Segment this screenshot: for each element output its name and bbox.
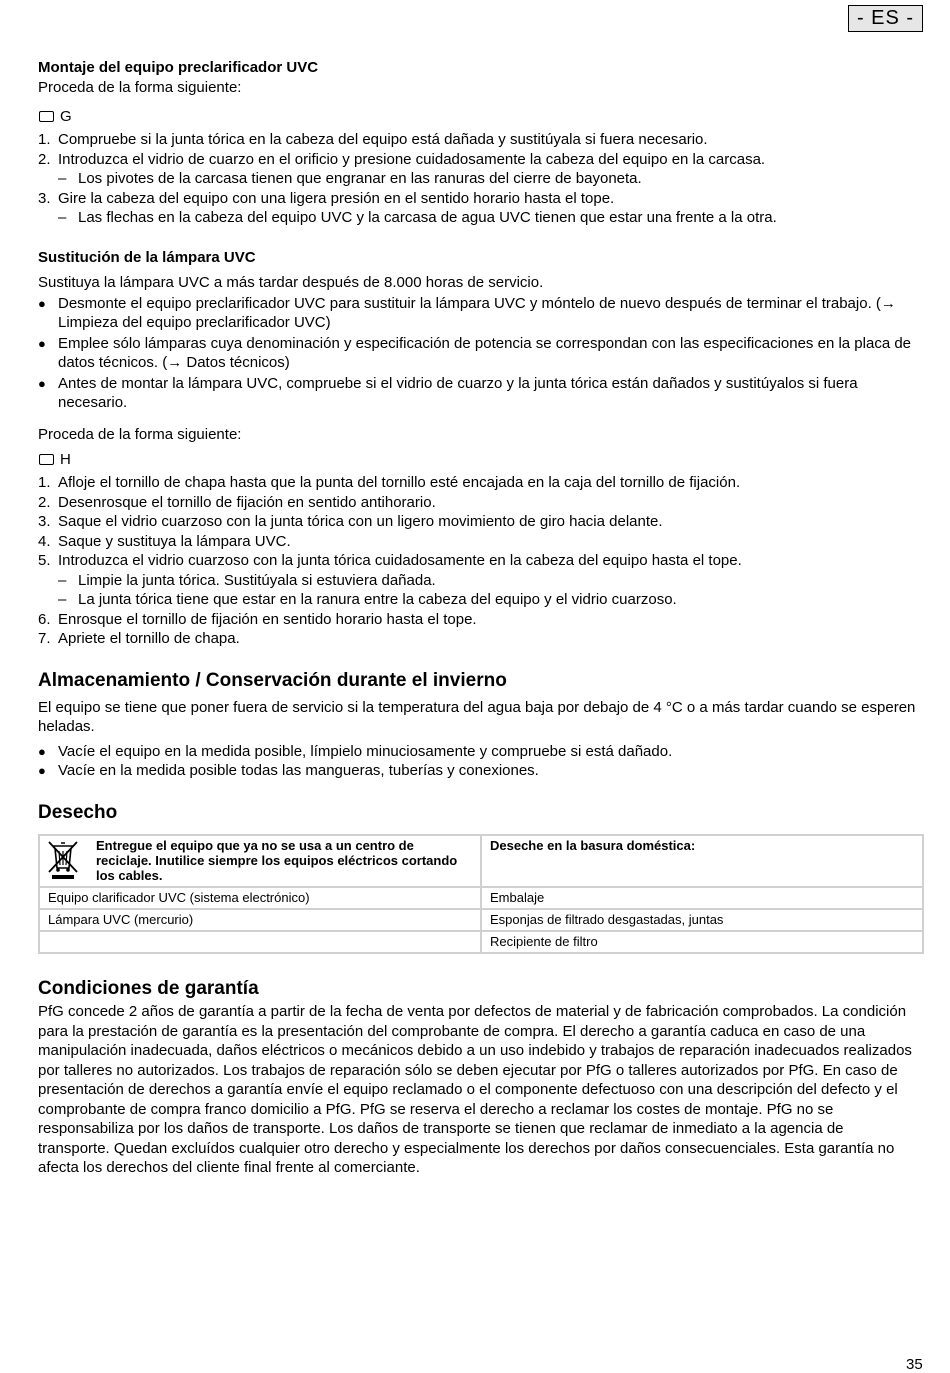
warranty-section <box>38 977 916 1178</box>
section-title-disposal: Desecho <box>38 801 118 823</box>
list-item: ● Emplee sólo lámparas cuya denominación y especificación de potencia se correspondan con las especificaciones en la placa de datos técnicos. (→ Datos técnicos) <box>38 334 912 371</box>
sub-item: – La junta tórica tiene que estar en la ranura entre la cabeza del equipo y el vidrio cuarzoso. <box>58 591 677 608</box>
list-item: 5. Introduzca el vidrio cuarzoso con la junta tórica cuidadosamente en la cabeza del equipo hasta el tope. <box>38 552 742 569</box>
section-title-warranty: Condiciones de garantía <box>38 978 259 999</box>
figure-ref-h <box>38 450 916 469</box>
table-cell: Lámpara UVC (mercurio) <box>39 909 481 931</box>
list-item: 4. Saque y sustituya la lámpara UVC. <box>38 532 291 550</box>
page-content <box>38 58 916 825</box>
table-row <box>39 835 923 887</box>
warranty-text: PfG concede 2 años de garantía a partir de la fecha de venta por defectos de material y de fabricación comprobados. La condición para la prestación de garantía es la presentación del comprobante de compra. El derecho a garantía caduca en caso de una manipulación inadecuada, daños eléctricos o mecánicos debido a un uso indebido y trabajos de reparación inadecuados realizados por talleres no autorizados. Los trabajos de reparación sólo se deben ejecutar por PfG o talleres autorizados por PfG. En caso de presentación de derechos a garantía envíe el equipo reclamado o el componente defectuoso con una descripción del defecto y el comprobante de compra franco domicilio a PfG. PfG se reserva el derecho a reclamar los costes de montaje. PfG no se responsabiliza por los daños de transporte. Los daños de transporte se tienen que reclamar de inmediato a la agencia de transporte. Quedan excluídos cualquier otro derecho y especialmente los derechos por daños consecuenciales. Esta garantía no afecta los derechos del cliente final frente al comerciante. <box>38 1003 912 1176</box>
list-item: 1. Compruebe si la junta tórica en la cabeza del equipo está dañada y sustitúyala si fuera necesario. <box>38 131 708 148</box>
list-item: ● Antes de montar la lámpara UVC, compruebe si el vidrio de cuarzo y la junta tórica están dañados y sustitúyalos si fuera necesario. <box>38 374 858 411</box>
disposal-recycle-header: Entregue el equipo que ya no se usa a un centro de reciclaje. Inutilice siempre los equipos eléctricos cortando los cables. <box>96 838 458 883</box>
table-row <box>39 887 923 909</box>
lamp-steps <box>38 473 916 649</box>
list-item: 1. Afloje el tornillo de chapa hasta que la punta del tornillo esté encajada en la caja del tornillo de fijación. <box>38 474 741 491</box>
list-item: ● Desmonte el equipo preclarificador UVC para sustituir la lámpara UVC y móntelo de nuevo después de terminar el trabajo. (→ Limpieza del equipo preclarificador UVC) <box>38 294 896 331</box>
lamp-intro: Sustituya la lámpara UVC a más tardar después de 8.000 horas de servicio. <box>38 274 544 291</box>
table-cell <box>39 835 481 887</box>
figure-icon <box>39 454 54 465</box>
list-item: 2. Desenrosque el tornillo de fijación en sentido antihorario. <box>38 493 436 511</box>
sub-item: – Las flechas en la cabeza del equipo UVC y la carcasa de agua UVC tienen que estar una frente a la otra. <box>58 209 777 226</box>
table-cell: Recipiente de filtro <box>481 931 923 953</box>
table-row <box>39 931 923 953</box>
table-cell: Esponjas de filtrado desgastadas, juntas <box>481 909 923 931</box>
list-item: 3. Gire la cabeza del equipo con una ligera presión en el sentido horario hasta el tope. <box>38 189 615 207</box>
figure-label: H <box>60 450 71 468</box>
section-title-mounting: Montaje del equipo preclarificador UVC <box>38 59 319 76</box>
crossed-bin-icon <box>46 840 80 880</box>
list-item: 2. Introduzca el vidrio de cuarzo en el orificio y presione cuidadosamente la cabeza del equipo en la carcasa. <box>38 150 766 168</box>
page-number: 35 <box>906 1356 923 1373</box>
table-cell <box>39 931 481 953</box>
mounting-intro: Proceda de la forma siguiente: <box>38 78 242 96</box>
list-item: ● Vacíe el equipo en la medida posible, límpielo minuciosamente y compruebe si está dañado. <box>38 742 673 760</box>
table-cell <box>481 835 923 887</box>
list-item: ● Vacíe en la medida posible todas las mangueras, tuberías y conexiones. <box>38 762 539 779</box>
table-cell: Equipo clarificador UVC (sistema electrónico) <box>39 887 481 909</box>
disposal-household-header: Deseche en la basura doméstica: <box>490 838 696 853</box>
disposal-table <box>38 834 924 954</box>
section-title-storage: Almacenamiento / Conservación durante el invierno <box>38 669 507 691</box>
table-cell: Embalaje <box>481 887 923 909</box>
figure-label: G <box>60 107 72 125</box>
section-title-lamp: Sustitución de la lámpara UVC <box>38 248 256 266</box>
language-tag: - ES - <box>848 5 923 32</box>
list-item: 6. Enrosque el tornillo de fijación en sentido horario hasta el tope. <box>38 610 477 628</box>
list-item: 7. Apriete el tornillo de chapa. <box>38 630 240 647</box>
figure-icon <box>39 111 54 122</box>
storage-intro: El equipo se tiene que poner fuera de servicio si la temperatura del agua baja por debajo de 4 °C o a más tardar cuando se esperen heladas. <box>38 698 916 735</box>
sub-item: – Los pivotes de la carcasa tienen que engranar en las ranuras del cierre de bayoneta. <box>58 170 642 187</box>
mounting-steps <box>38 130 916 228</box>
sub-item: – Limpie la junta tórica. Sustitúyala si estuviera dañada. <box>58 571 436 589</box>
table-row <box>39 909 923 931</box>
figure-ref-g <box>38 107 916 126</box>
lamp-bullets <box>38 294 916 413</box>
lamp-intro-2: Proceda de la forma siguiente: <box>38 425 242 443</box>
storage-bullets <box>38 742 916 781</box>
list-item: 3. Saque el vidrio cuarzoso con la junta tórica con un ligero movimiento de giro hacia delante. <box>38 513 663 530</box>
